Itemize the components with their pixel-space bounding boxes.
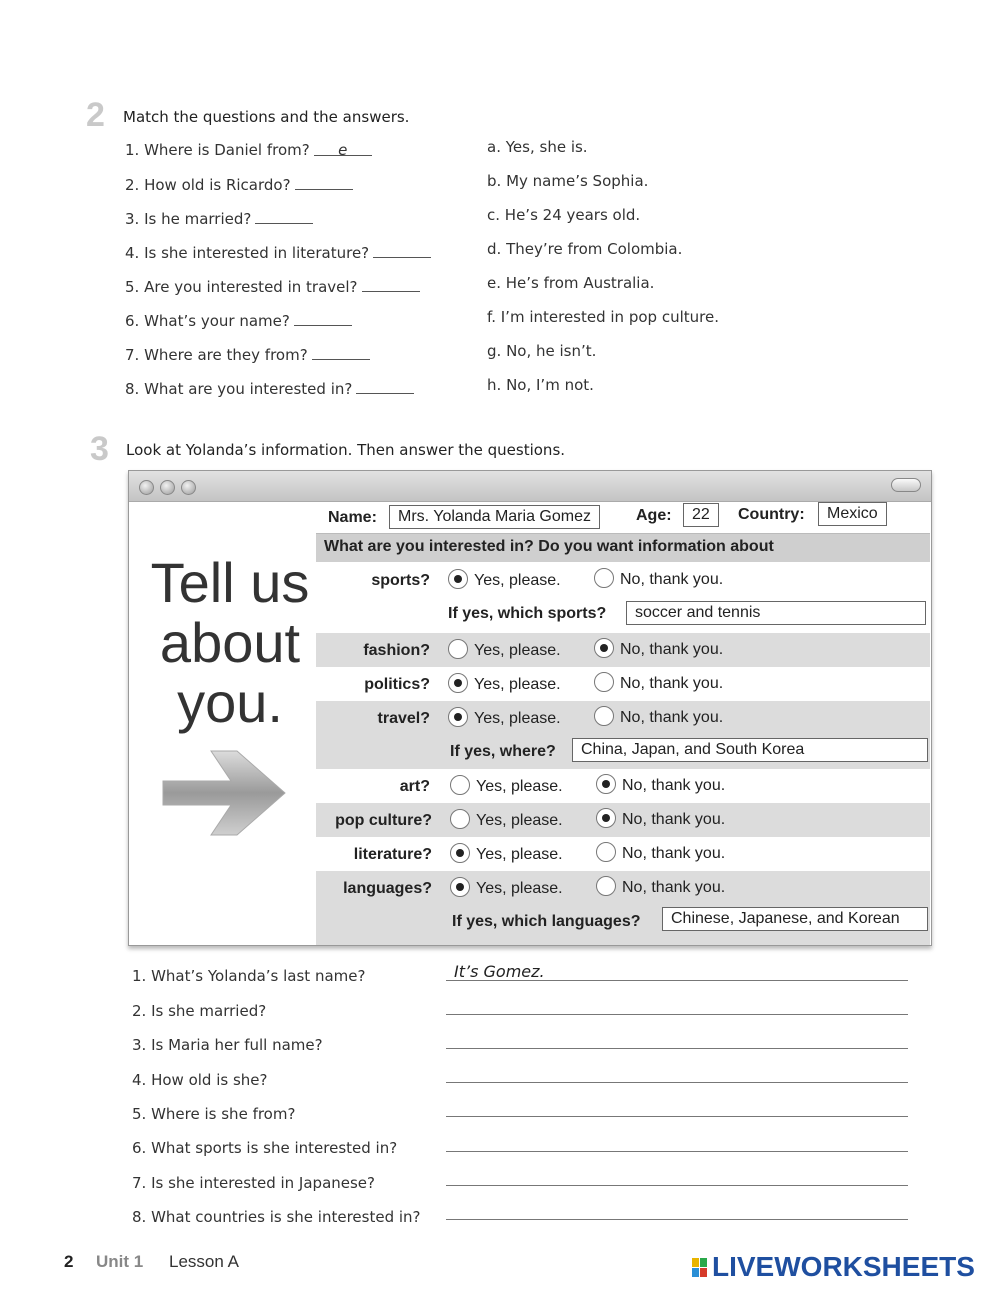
- radio-selected[interactable]: [448, 707, 468, 727]
- match-answer: e. He’s from Australia.: [487, 274, 655, 292]
- match-answer: b. My name’s Sophia.: [487, 172, 649, 190]
- radio-selected[interactable]: [448, 673, 468, 693]
- answer-question: 6. What sports is she interested in?: [132, 1139, 398, 1157]
- country-label: Country:: [738, 506, 805, 523]
- yes-option[interactable]: Yes, please.: [450, 879, 563, 899]
- answer-blank[interactable]: [255, 209, 313, 224]
- name-field[interactable]: Mrs. Yolanda Maria Gomez: [389, 505, 600, 529]
- match-question: 3. Is he married?: [125, 209, 313, 228]
- radio-selected[interactable]: [594, 638, 614, 658]
- yes-option[interactable]: Yes, please.: [450, 811, 563, 831]
- radio-unselected[interactable]: [450, 775, 470, 795]
- sports-followup-label: If yes, which sports?: [448, 605, 607, 622]
- languages-followup-row: [316, 905, 930, 945]
- tell-us-heading: Tell us about you.: [150, 551, 310, 734]
- age-field[interactable]: 22: [683, 503, 719, 527]
- answer-blank[interactable]: [312, 345, 370, 360]
- window-titlebar: [129, 471, 931, 502]
- radio-unselected[interactable]: [450, 809, 470, 829]
- yes-option[interactable]: Yes, please.: [450, 777, 563, 797]
- match-question: 1. Where is Daniel from? e: [125, 141, 372, 159]
- section-3-number: 3: [90, 430, 109, 468]
- travel-followup-row: [316, 735, 930, 769]
- topic-row-travel: [316, 701, 930, 735]
- section-3-instruction: Look at Yolanda’s information. Then answer the questions.: [126, 441, 566, 459]
- answer-line[interactable]: [446, 996, 908, 1015]
- topic-label: art?: [399, 778, 430, 795]
- no-option[interactable]: No, thank you.: [594, 708, 723, 728]
- sports-followup-row: [316, 597, 930, 631]
- yes-option[interactable]: Yes, please.: [448, 571, 561, 591]
- liveworksheets-brand[interactable]: LIVEWORKSHEETS: [712, 1251, 975, 1282]
- arrow-right-icon: [159, 743, 289, 843]
- yes-option[interactable]: Yes, please.: [448, 641, 561, 661]
- radio-unselected[interactable]: [448, 639, 468, 659]
- age-label: Age:: [636, 507, 672, 524]
- yes-option[interactable]: Yes, please.: [448, 675, 561, 695]
- answer-question: 3. Is Maria her full name?: [132, 1036, 323, 1054]
- radio-selected[interactable]: [596, 774, 616, 794]
- topic-label: languages?: [343, 880, 432, 897]
- topic-row-pop-culture: [316, 803, 930, 837]
- no-option[interactable]: No, thank you.: [596, 810, 725, 830]
- match-answer: d. They’re from Colombia.: [487, 240, 683, 258]
- no-option[interactable]: No, thank you.: [594, 640, 723, 660]
- match-question: 5. Are you interested in travel?: [125, 277, 420, 296]
- match-answer: f. I’m interested in pop culture.: [487, 308, 719, 326]
- radio-unselected[interactable]: [594, 568, 614, 588]
- no-option[interactable]: No, thank you.: [594, 570, 723, 590]
- country-field[interactable]: Mexico: [818, 502, 887, 526]
- answer-line[interactable]: It’s Gomez.: [446, 962, 908, 981]
- topic-row-fashion: [316, 633, 930, 667]
- answer-question: 8. What countries is she interested in?: [132, 1208, 421, 1226]
- lesson-label: Lesson A: [169, 1252, 239, 1271]
- topic-row-languages: [316, 871, 930, 905]
- section-2-number: 2: [86, 96, 105, 134]
- topic-label: pop culture?: [335, 812, 432, 829]
- match-question: 2. How old is Ricardo?: [125, 175, 353, 194]
- answer-blank[interactable]: [356, 379, 414, 394]
- window-close-button[interactable]: [139, 480, 154, 495]
- unit-label: Unit 1: [96, 1252, 144, 1271]
- window-minimize-button[interactable]: [160, 480, 175, 495]
- answer-blank[interactable]: [295, 175, 353, 190]
- topic-label: sports?: [371, 572, 430, 589]
- answer-question: 7. Is she interested in Japanese?: [132, 1174, 375, 1192]
- match-answer: h. No, I’m not.: [487, 376, 594, 394]
- window-toolbar-toggle[interactable]: [891, 478, 921, 492]
- match-question: 8. What are you interested in?: [125, 379, 414, 398]
- no-option[interactable]: No, thank you.: [596, 844, 725, 864]
- travel-followup-label: If yes, where?: [450, 743, 556, 760]
- radio-unselected[interactable]: [596, 842, 616, 862]
- yes-option[interactable]: Yes, please.: [450, 845, 563, 865]
- section-2-instruction: Match the questions and the answers.: [123, 108, 410, 126]
- topic-row-art: [316, 769, 930, 803]
- answer-line[interactable]: [446, 1133, 908, 1152]
- answer-line[interactable]: [446, 1064, 908, 1083]
- yes-option[interactable]: Yes, please.: [448, 709, 561, 729]
- match-question: 4. Is she interested in literature?: [125, 243, 431, 262]
- answer-blank[interactable]: [373, 243, 431, 258]
- answer-line[interactable]: [446, 1201, 908, 1220]
- answer-question: 4. How old is she?: [132, 1071, 268, 1089]
- radio-selected[interactable]: [450, 877, 470, 897]
- no-option[interactable]: No, thank you.: [596, 878, 725, 898]
- no-option[interactable]: No, thank you.: [596, 776, 725, 796]
- topic-label: fashion?: [363, 642, 430, 659]
- profile-window: [128, 470, 932, 946]
- match-question: 7. Where are they from?: [125, 345, 370, 364]
- radio-unselected[interactable]: [594, 672, 614, 692]
- page-number: 2: [64, 1252, 74, 1271]
- radio-selected[interactable]: [448, 569, 468, 589]
- answer-blank[interactable]: [362, 277, 420, 292]
- answer-blank[interactable]: [294, 311, 352, 326]
- no-option[interactable]: No, thank you.: [594, 674, 723, 694]
- topic-label: travel?: [377, 710, 430, 727]
- topic-row-politics: [316, 667, 930, 701]
- topic-row-literature: [316, 837, 930, 871]
- topic-label: literature?: [353, 846, 432, 863]
- match-answer: a. Yes, she is.: [487, 138, 588, 156]
- languages-followup-field[interactable]: Chinese, Japanese, and Korean: [662, 907, 928, 931]
- match-answer: g. No, he isn’t.: [487, 342, 597, 360]
- match-answer: c. He’s 24 years old.: [487, 206, 641, 224]
- answer-question: 2. Is she married?: [132, 1002, 267, 1020]
- answer-line[interactable]: [446, 1167, 908, 1186]
- liveworksheets-logo-icon: [692, 1258, 708, 1278]
- answer-line[interactable]: [446, 1030, 908, 1049]
- radio-selected[interactable]: [450, 843, 470, 863]
- answer-question: 5. Where is she from?: [132, 1105, 296, 1123]
- name-label: Name:: [328, 509, 377, 526]
- window-zoom-button[interactable]: [181, 480, 196, 495]
- radio-unselected[interactable]: [594, 706, 614, 726]
- radio-selected[interactable]: [596, 808, 616, 828]
- answer-line[interactable]: [446, 1098, 908, 1117]
- interests-question: What are you interested in? Do you want information about: [324, 538, 774, 555]
- interests-header-band: [316, 533, 930, 562]
- match-question: 6. What’s your name?: [125, 311, 352, 330]
- sports-followup-field[interactable]: soccer and tennis: [626, 601, 926, 625]
- radio-unselected[interactable]: [596, 876, 616, 896]
- travel-followup-field[interactable]: China, Japan, and South Korea: [572, 738, 928, 762]
- topic-label: politics?: [364, 676, 430, 693]
- interest-form: [316, 501, 930, 945]
- answer-question: 1. What’s Yolanda’s last name?: [132, 967, 366, 985]
- answer-blank[interactable]: e: [314, 141, 372, 156]
- topic-row-sports: [316, 563, 930, 597]
- languages-followup-label: If yes, which languages?: [452, 913, 641, 930]
